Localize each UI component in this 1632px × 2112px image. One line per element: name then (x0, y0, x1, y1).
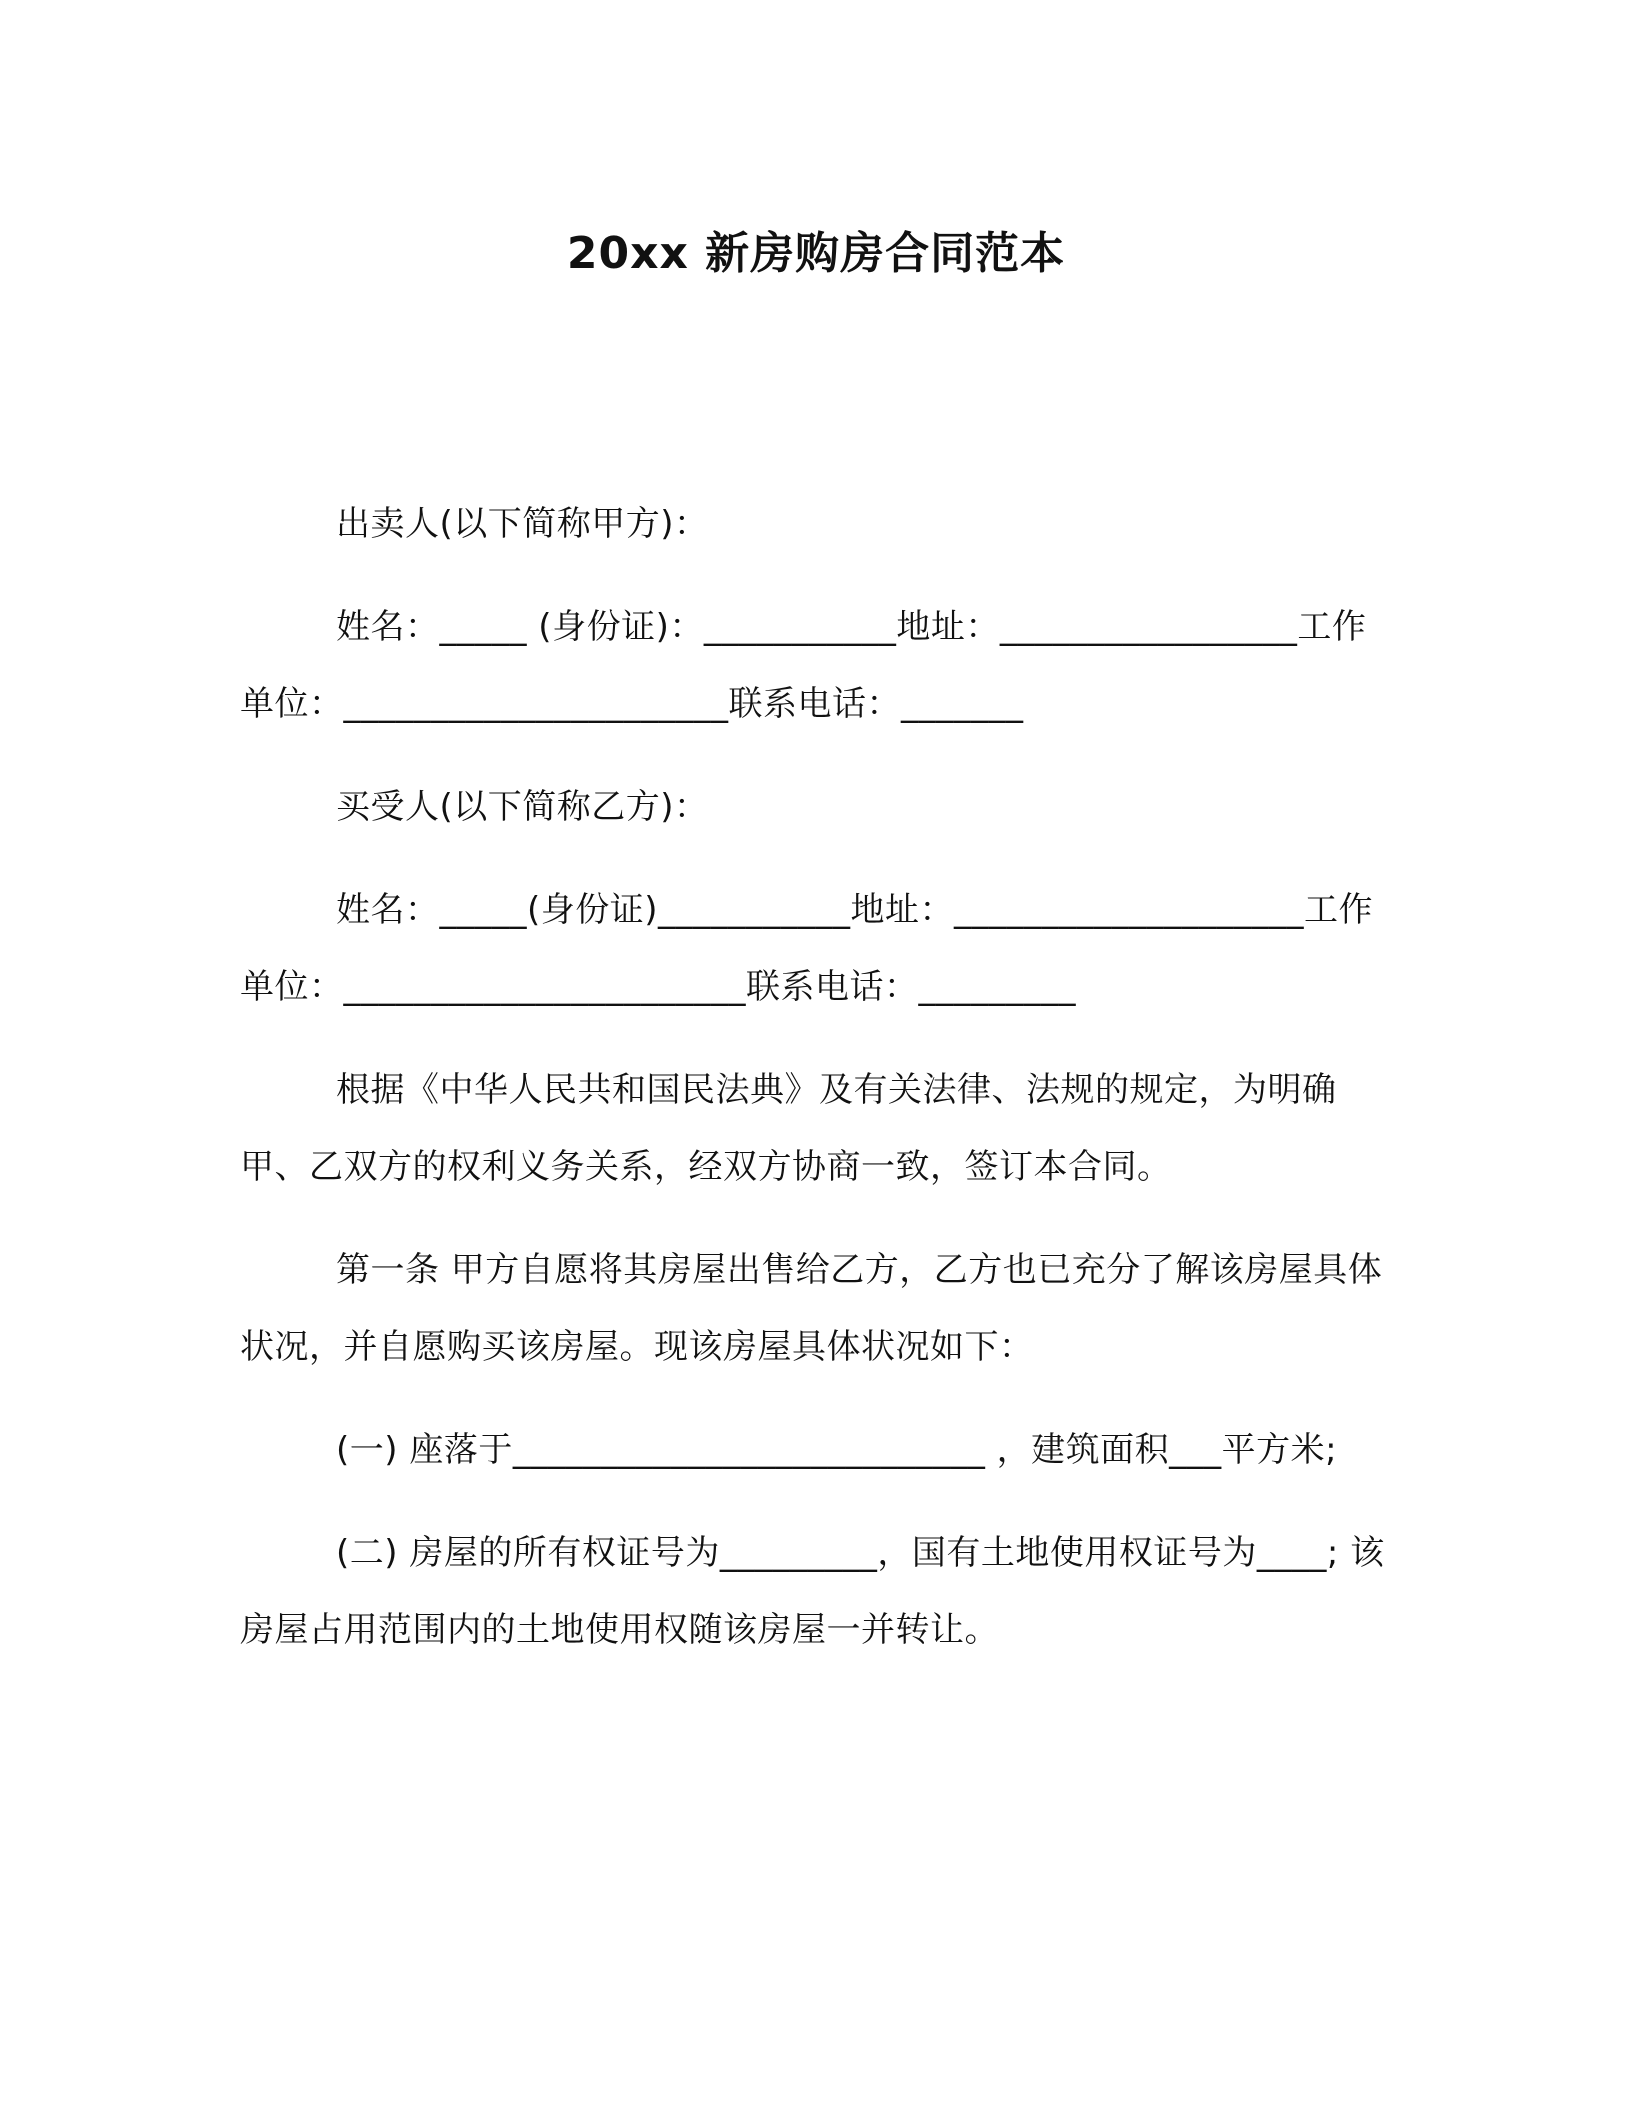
seller-heading: 出卖人(以下简称甲方)： (336, 504, 709, 544)
document-title: 20xx 新房购房合同范本 (566, 228, 1066, 279)
buyer-heading: 买受人(以下简称乙方)： (336, 787, 709, 827)
seller-details: 姓名：_____ (身份证)：___________地址：_________________工作单位：______________________联系电话：_______ (240, 607, 1367, 724)
item-two-certificate: (二) 房屋的所有权证号为_________，国有土地使用权证号为____; 该房屋占用范围内的土地使用权随该房屋一并转让。 (240, 1533, 1385, 1650)
preamble-paragraph: 根据《中华人民共和国民法典》及有关法律、法规的规定，为明确甲、乙双方的权利义务关系，经双方协商一致，签订本合同。 (240, 1070, 1337, 1187)
document-body (240, 486, 1400, 1669)
article-one-paragraph: 第一条 甲方自愿将其房屋出售给乙方，乙方也已充分了解该房屋具体状况，并自愿购买该房屋。现该房屋具体状况如下： (240, 1250, 1383, 1367)
item-one-location: (一) 座落于___________________________ ，建筑面积___平方米; (336, 1430, 1338, 1470)
buyer-details: 姓名：_____(身份证)___________地址：____________________工作单位：_______________________联系电话：_________ (240, 890, 1374, 1007)
